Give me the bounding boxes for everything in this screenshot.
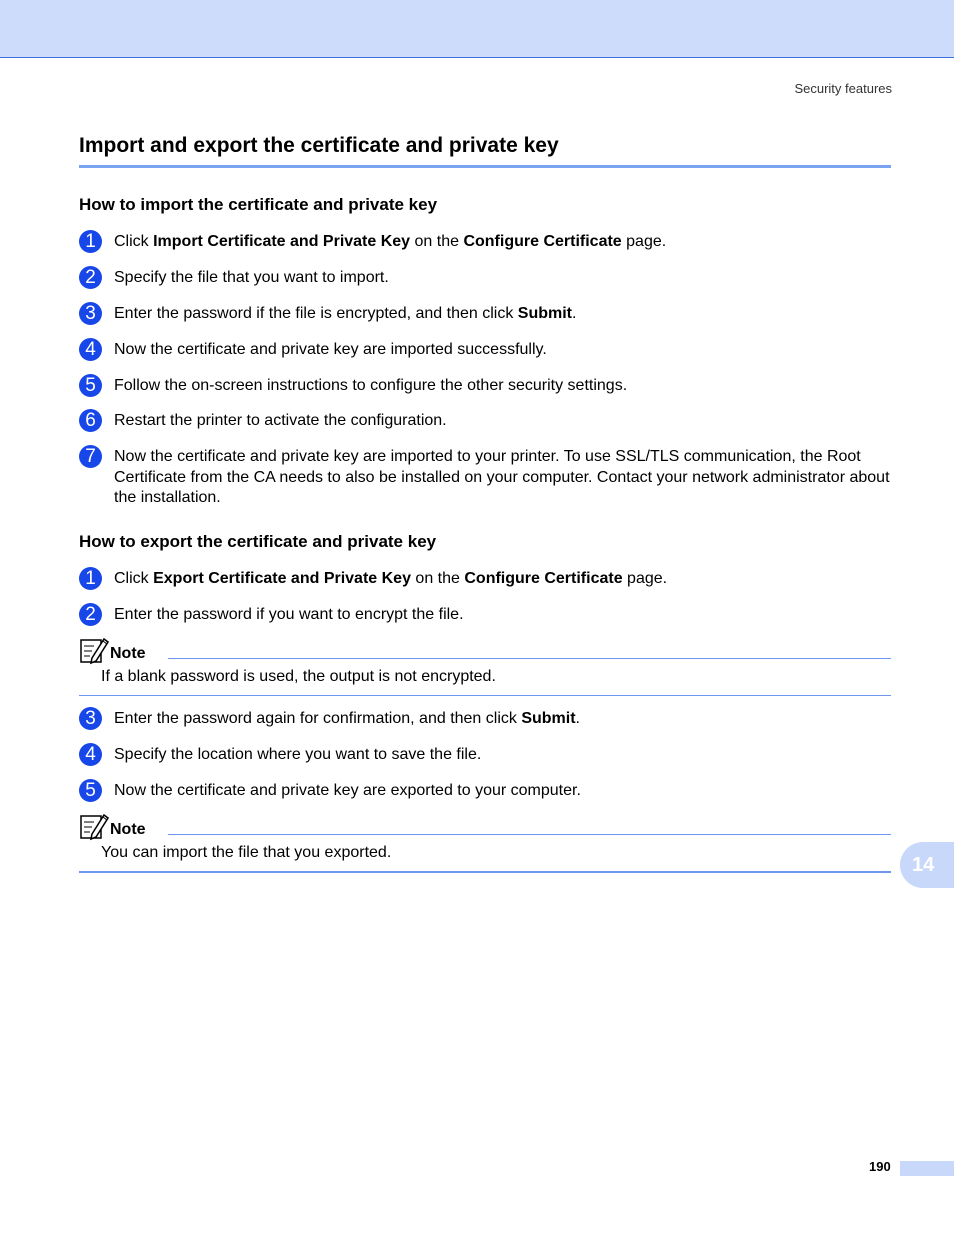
- step-text-run: Enter the password if the file is encrypted, and then click: [114, 305, 518, 322]
- step-text-run: .: [575, 710, 580, 727]
- step-text-emphasis: Import Certificate and Private Key: [153, 233, 411, 250]
- step-text-run: Click: [114, 570, 154, 587]
- step-text-run: Now the certificate and private key are exported to your computer.: [114, 782, 581, 799]
- step-text-run: Specify the file that you want to import.: [114, 269, 389, 286]
- step-text-run: on the: [410, 570, 465, 587]
- note-label: Note: [110, 821, 146, 838]
- step-text-emphasis: Submit: [521, 710, 576, 727]
- import-heading: How to import the certificate and private key: [79, 195, 438, 214]
- page-title: Import and export the certificate and private key: [79, 134, 891, 168]
- note-bottom-rule: [79, 871, 891, 873]
- step-text-run: Specify the location where you want to save the file.: [114, 746, 482, 763]
- step-text: [114, 232, 891, 253]
- step-text-run: .: [571, 305, 577, 322]
- step-text: [114, 376, 891, 397]
- step-text-run: Click: [114, 233, 154, 250]
- step-number-icon: 1: [79, 230, 102, 253]
- note-text: If a blank password is used, the output is not encrypted.: [101, 668, 496, 685]
- running-head: Security features: [794, 81, 892, 96]
- step-text: [114, 569, 891, 590]
- note-box: [79, 636, 891, 698]
- step-text-run: page.: [622, 570, 668, 587]
- note-pencil-icon: [79, 636, 109, 666]
- step-text: [114, 340, 891, 361]
- step-text: [114, 781, 891, 802]
- note-pencil-icon: [79, 812, 109, 842]
- step-text-emphasis: Submit: [517, 305, 572, 322]
- step-number-icon: 4: [79, 338, 102, 361]
- chapter-tab: 14: [900, 842, 954, 888]
- step-text-run: Follow the on-screen instructions to configure the other security settings.: [114, 377, 628, 394]
- step-text: [114, 411, 891, 432]
- step-text-run: Now the certificate and private key are imported to your printer. To use SSL/TLS communication, the Root Certificate from the CA needs to also be installed on your computer. Contact your network administrator about the installation.: [114, 448, 890, 506]
- step-number-icon: 3: [79, 302, 102, 325]
- note-box: [79, 812, 891, 874]
- step-text-emphasis: Configure Certificate: [464, 570, 623, 587]
- step-number-icon: 7: [79, 445, 102, 468]
- step-text: [114, 304, 891, 325]
- step-text-emphasis: Configure Certificate: [463, 233, 622, 250]
- step-text-run: page.: [621, 233, 667, 250]
- page-tab-marker: [900, 1161, 954, 1176]
- step-number-icon: 4: [79, 743, 102, 766]
- step-number-icon: 6: [79, 409, 102, 432]
- step-number-icon: 2: [79, 603, 102, 626]
- step-text-run: on the: [410, 233, 464, 250]
- note-divider: [168, 834, 891, 835]
- step-text-run: Enter the password if you want to encrypt the file.: [114, 606, 464, 623]
- note-text: You can import the file that you exported.: [101, 844, 392, 861]
- note-label: Note: [110, 645, 146, 662]
- note-divider: [168, 658, 891, 659]
- step-text: [114, 745, 891, 766]
- step-number-icon: 2: [79, 266, 102, 289]
- step-text: [114, 447, 891, 509]
- step-text-run: Restart the printer to activate the configuration.: [114, 412, 447, 429]
- step-text: [114, 709, 891, 730]
- note-bottom-rule: [79, 695, 891, 696]
- step-number-icon: 3: [79, 707, 102, 730]
- step-text-emphasis: Export Certificate and Private Key: [153, 570, 411, 587]
- step-text: [114, 605, 891, 626]
- step-text-run: Now the certificate and private key are imported successfully.: [114, 341, 547, 358]
- export-heading: How to export the certificate and private key: [79, 532, 437, 551]
- header-band: [0, 0, 954, 58]
- step-number-icon: 5: [79, 779, 102, 802]
- step-number-icon: 5: [79, 374, 102, 397]
- step-text: [114, 268, 891, 289]
- step-text-run: Enter the password again for confirmation, and then click: [114, 710, 522, 727]
- page-number: 190: [869, 1159, 891, 1174]
- step-number-icon: 1: [79, 567, 102, 590]
